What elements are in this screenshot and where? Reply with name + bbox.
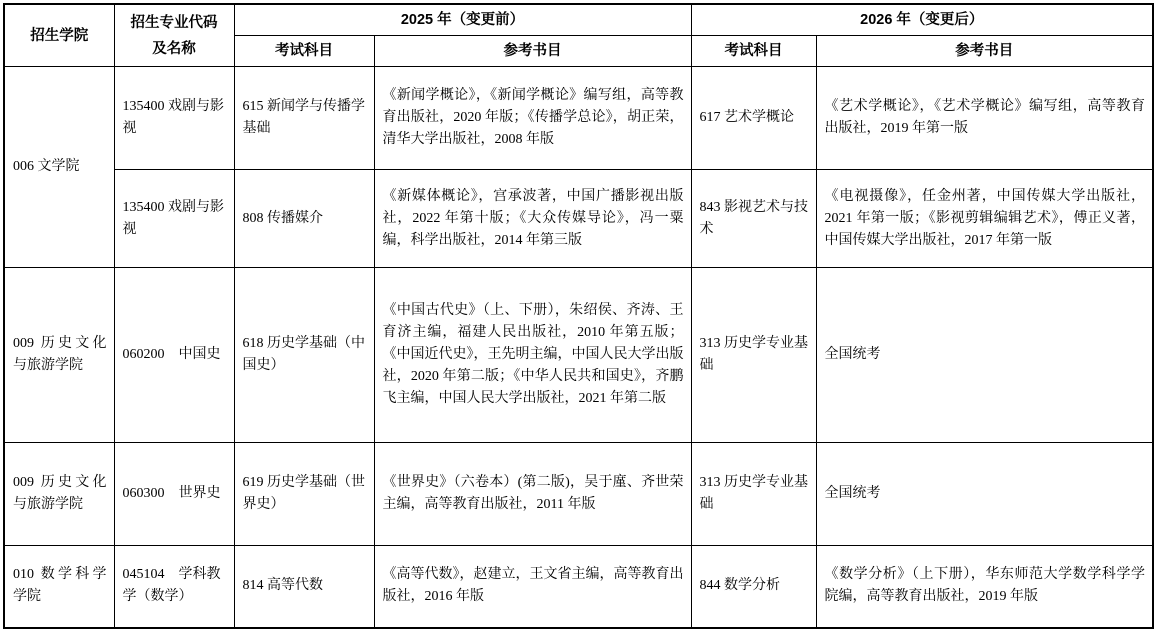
table-row	[4, 67, 1153, 170]
header-group-2026: 2026 年（变更后）	[691, 4, 1153, 36]
books-2025-cell: 《高等代数》，赵建立，王文省主编，高等教育出版社，2016 年版	[374, 546, 691, 628]
exam-2026-cell: 617 艺术学概论	[691, 67, 816, 170]
major-cell: 060300 世界史	[114, 443, 234, 546]
exam-2026-cell: 843 影视艺术与技术	[691, 170, 816, 268]
exam-2026-cell: 313 历史学专业基础	[691, 268, 816, 443]
books-2025-cell: 《新闻学概论》，《新闻学概论》编写组，高等教育出版社，2020 年版；《传播学总论》，胡正荣，清华大学出版社，2008 年版	[374, 67, 691, 170]
header-major-line2: 及名称	[152, 40, 196, 57]
header-major-line1: 招生专业代码	[130, 14, 218, 31]
table-row	[4, 546, 1153, 628]
major-cell: 135400 戏剧与影视	[114, 170, 234, 268]
books-2026-cell: 全国统考	[816, 268, 1153, 443]
books-2026-cell: 《电视摄像》，任金州著，中国传媒大学出版社，2021 年第一版；《影视剪辑编辑艺术》，傅正义著，中国传媒大学出版社，2017 年第一版	[816, 170, 1153, 268]
header-major	[114, 4, 234, 67]
exam-2025-cell: 619 历史学基础（世界史）	[234, 443, 374, 546]
exam-2026-cell: 313 历史学专业基础	[691, 443, 816, 546]
college-cell: 009 历史文化与旅游学院	[4, 443, 114, 546]
college-cell: 006 文学院	[4, 67, 114, 268]
exam-2025-cell: 618 历史学基础（中国史）	[234, 268, 374, 443]
books-2025-cell: 《世界史》（六卷本）(第二版)，吴于廑、齐世荣主编，高等教育出版社，2011 年版	[374, 443, 691, 546]
books-2025-cell: 《中国古代史》（上、下册），朱绍侯、齐涛、王育济主编，福建人民出版社，2010 年第五版；《中国近代史》，王先明主编，中国人民大学出版社，2020 年第二版；《中华人民共和国史》，齐鹏飞主编，中国人民大学出版社，2021 年第二版	[374, 268, 691, 443]
exam-2025-cell: 808 传播媒介	[234, 170, 374, 268]
books-2025-cell: 《新媒体概论》，宫承波著，中国广播影视出版社，2022 年第十版；《大众传媒导论》，冯一粟编，科学出版社，2014 年第三版	[374, 170, 691, 268]
header-group-2025: 2025 年（变更前）	[234, 4, 691, 36]
table-row	[4, 443, 1153, 546]
exam-2025-cell: 814 高等代数	[234, 546, 374, 628]
header-books-2025: 参考书目	[374, 36, 691, 67]
books-2026-cell: 《数学分析》（上下册），华东师范大学数学科学学院编，高等教育出版社，2019 年版	[816, 546, 1153, 628]
college-cell: 009 历史文化与旅游学院	[4, 268, 114, 443]
table-row	[4, 268, 1153, 443]
college-cell: 010 数学科学学院	[4, 546, 114, 628]
table-row	[4, 170, 1153, 268]
major-cell: 045104 学科教学（数学）	[114, 546, 234, 628]
books-2026-cell: 《艺术学概论》，《艺术学概论》编写组，高等教育出版社，2019 年第一版	[816, 67, 1153, 170]
exam-2026-cell: 844 数学分析	[691, 546, 816, 628]
header-books-2026: 参考书目	[816, 36, 1153, 67]
exam-subjects-change-table	[3, 3, 1154, 629]
books-2026-cell: 全国统考	[816, 443, 1153, 546]
header-exam-2026: 考试科目	[691, 36, 816, 67]
header-college: 招生学院	[4, 4, 114, 67]
major-cell: 060200 中国史	[114, 268, 234, 443]
header-exam-2025: 考试科目	[234, 36, 374, 67]
exam-2025-cell: 615 新闻学与传播学基础	[234, 67, 374, 170]
major-cell: 135400 戏剧与影视	[114, 67, 234, 170]
